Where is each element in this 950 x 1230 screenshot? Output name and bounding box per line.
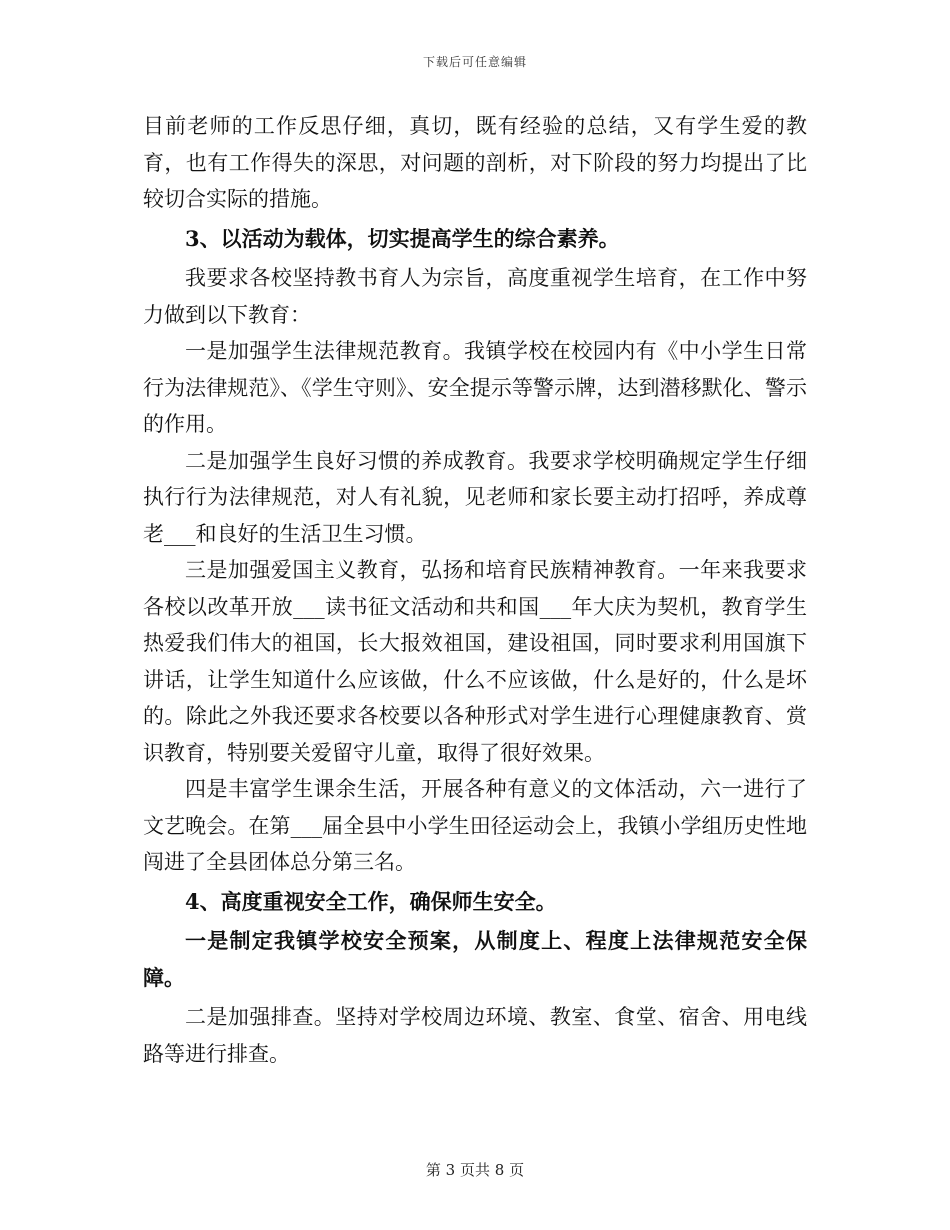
section-heading-3: 3、以活动为载体，切实提高学生的综合素养。	[185, 225, 620, 251]
paragraph-continuation: 目前老师的工作反思仔细，真切，既有经验的总结，又有学生爱的教育，也有工作得失的深思，对问题的剖析，对下阶段的努力均提出了比较切合实际的措施。	[143, 114, 807, 211]
page-footer: 第 3 页共 8 页	[425, 1161, 525, 1179]
paragraph-intro: 我要求各校坚持教书育人为宗旨，高度重视学生培育，在工作中努力做到以下教育：	[143, 266, 807, 327]
page-header: 下载后可任意编辑	[422, 55, 527, 69]
paragraph-item-2: 二是加强学生良好习惯的养成教育。我要求学校明确规定学生仔细执行行为法律规范，对人有礼貌，见老师和家长要主动打招呼，养成尊老___和良好的生活卫生习惯。	[143, 448, 807, 546]
paragraph-item-3: 三是加强爱国主义教育，弘扬和培育民族精神教育。一年来我要求各校以改革开放___读书征文活动和共和国___年大庆为契机，教育学生热爱我们伟大的祖国，长大报效祖国，建设祖国，同时要求利用国旗下讲话，让学生知道什么应该做，什么不应该做，什么是好的，什么是坏的。除此之外我还要求各校要以各种形式对学生进行心理健康教育、赏识教育，特别要关爱留守儿童，取得了很好效果。	[143, 558, 807, 765]
paragraph-safety-1: 一是制定我镇学校安全预案，从制度上、程度上法律规范安全保障。	[143, 928, 807, 990]
document-body	[143, 108, 807, 1072]
paragraph-item-4: 四是丰富学生课余生活，开展各种有意义的文体活动，六一进行了文艺晚会。在第___届全县中小学生田径运动会上，我镇小学组历史性地闯进了全县团体总分第三名。	[143, 777, 807, 874]
paragraph-safety-2: 二是加强排查。坚持对学校周边环境、教室、食堂、宿舍、用电线路等进行排查。	[143, 1005, 807, 1066]
paragraph-item-1: 一是加强学生法律规范教育。我镇学校在校园内有《中小学生日常行为法律规范》、《学生守则》、安全提示等警示牌，达到潜移默化、警示的作用。	[143, 339, 807, 436]
section-heading-4: 4、高度重视安全工作，确保师生安全。	[185, 888, 557, 914]
